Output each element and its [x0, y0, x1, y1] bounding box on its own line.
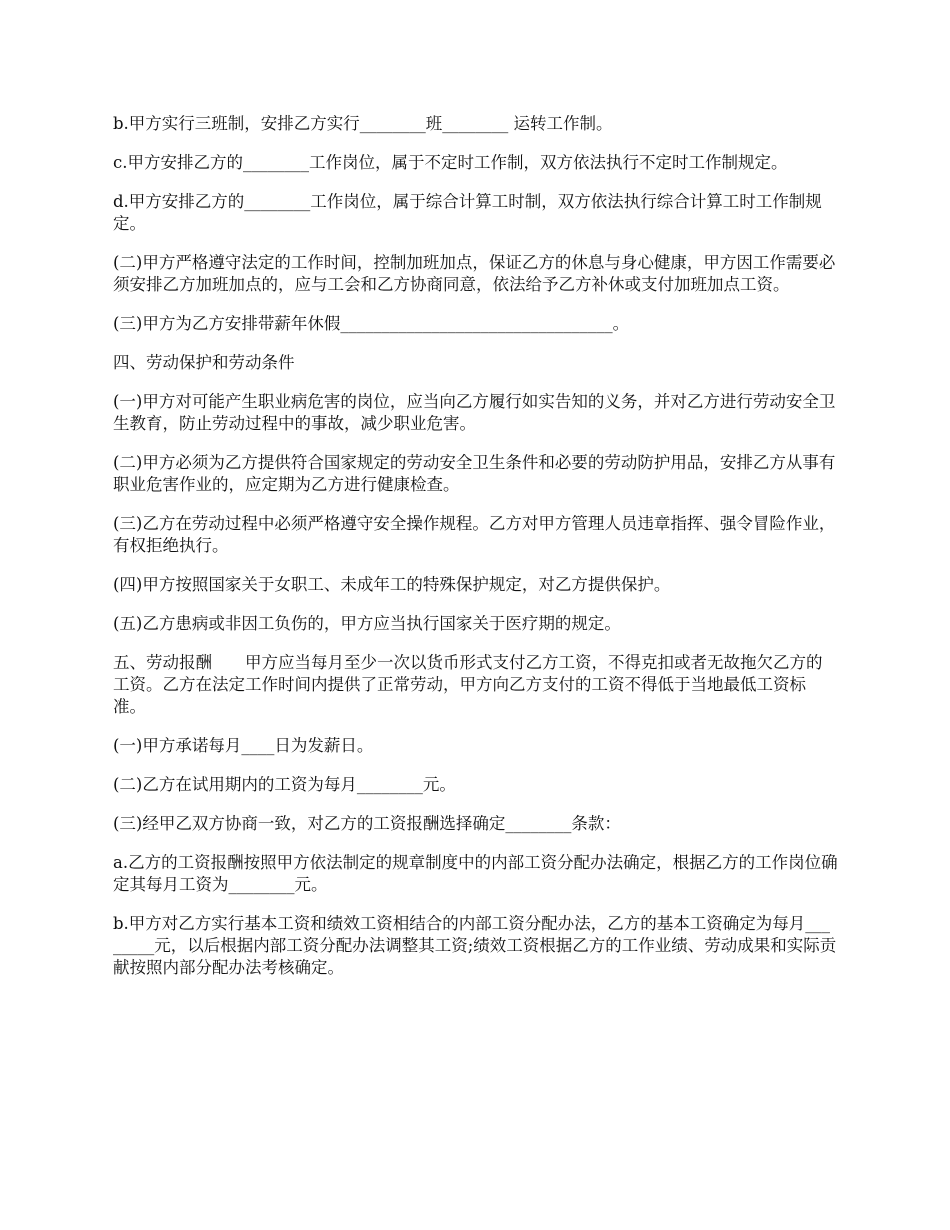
paragraph-comprehensive-hours-d: d.甲方安排乙方的________工作岗位，属于综合计算工时制，双方依法执行综合计算工时工作制规定。: [113, 192, 822, 233]
paragraph-occupational-hazard: (一)甲方对可能产生职业病危害的岗位，应当向乙方履行如实告知的义务，并对乙方进行劳动安全卫生教育，防止劳动过程中的事故，减少职业危害。: [113, 392, 836, 433]
paragraph-shift-system-b: b.甲方实行三班制，安排乙方实行________班________ 运转工作制。: [113, 114, 613, 133]
paragraph-salary-option-b: b.甲方对乙方实行基本工资和绩效工资相结合的内部工资分配办法，乙方的基本工资确定为每月________元，以后根据内部工资分配办法调整其工资;绩效工资根据乙方的工作业绩、劳动成果和实际贡献按照内部分配办法考核确定。: [113, 914, 837, 977]
paragraph-probation-salary: (二)乙方在试用期内的工资为每月________元。: [113, 775, 456, 794]
paragraph-special-protection: (四)甲方按照国家关于女职工、未成年工的特殊保护规定，对乙方提供保护。: [113, 575, 671, 594]
paragraph-safety-conditions: (二)甲方必须为乙方提供符合国家规定的劳动安全卫生条件和必要的劳动防护用品，安排乙方从事有职业危害作业的，应定期为乙方进行健康检查。: [113, 453, 836, 494]
paragraph-payday: (一)甲方承诺每月____日为发薪日。: [113, 736, 374, 755]
paragraph-paid-leave: (三)甲方为乙方安排带薪年休假_________________________________。: [113, 314, 630, 333]
document-body: [113, 113, 838, 996]
paragraph-salary-option-a: a.乙方的工资报酬按照甲方依法制定的规章制度中的内部工资分配办法确定，根据乙方的工作岗位确定其每月工资为________元。: [113, 853, 838, 894]
paragraph-medical-period: (五)乙方患病或非因工负伤的，甲方应当执行国家关于医疗期的规定。: [113, 614, 621, 633]
paragraph-overtime: (二)甲方严格遵守法定的工作时间，控制加班加点，保证乙方的休息与身心健康，甲方因工作需要必须安排乙方加班加点的，应与工会和乙方协商同意，依法给予乙方补休或支付加班加点工资。: [113, 253, 836, 294]
paragraph-salary-clause-choice: (三)经甲乙双方协商一致，对乙方的工资报酬选择确定________条款：: [113, 814, 621, 833]
section-heading-labor-protection: 四、劳动保护和劳动条件: [113, 353, 295, 372]
paragraph-flexible-hours-c: c.甲方安排乙方的________工作岗位，属于不定时工作制，双方依法执行不定时工作制规定。: [113, 153, 788, 172]
paragraph-safety-rules: (三)乙方在劳动过程中必须严格遵守安全操作规程。乙方对甲方管理人员违章指挥、强令冒险作业，有权拒绝执行。: [113, 514, 836, 555]
section-labor-remuneration: 五、劳动报酬 甲方应当每月至少一次以货币形式支付乙方工资，不得克扣或者无故拖欠乙方的工资。乙方在法定工作时间内提供了正常劳动，甲方向乙方支付的工资不得低于当地最低工资标准。: [113, 653, 823, 716]
